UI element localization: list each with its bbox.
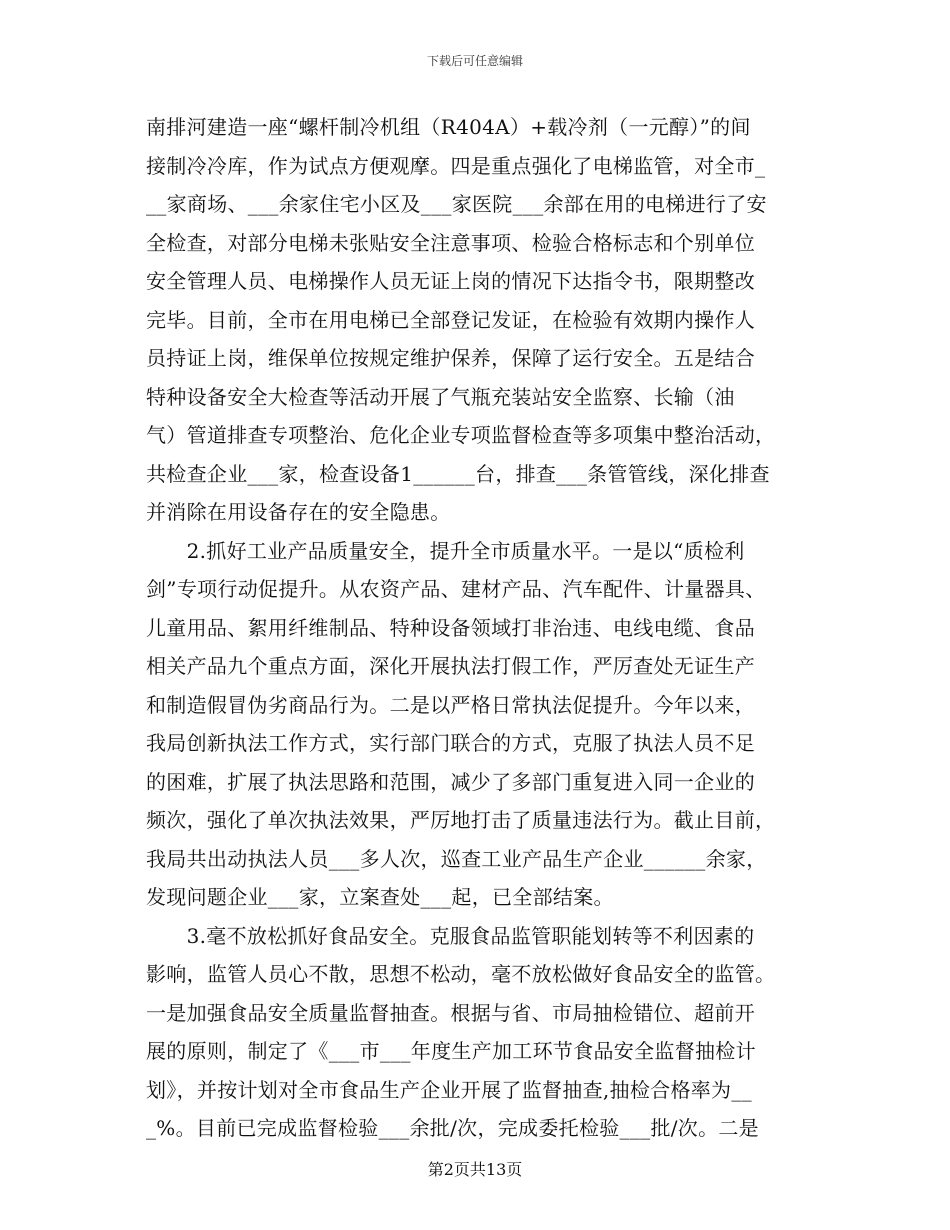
text-line: 全检查，对部分电梯未张贴安全注意事项、检验合格标志和个别单位	[146, 230, 755, 255]
text-line: 南排河建造一座“螺杆制冷机组（R404A）+载冷剂（一元醇）”的间	[146, 115, 751, 139]
text-line: 接制冷冷库，作为试点方便观摩。四是重点强化了电梯监管，对全市_	[146, 153, 766, 178]
text-line: _%。目前已完成监督检验___余批/次，完成委托检验___批/次。二是	[146, 1116, 759, 1140]
text-line: 我局创新执法工作方式，实行部门联合的方式，克服了执法人员不足	[146, 731, 755, 755]
text-line: 剑”专项行动促提升。从农资产品、建材产品、汽车配件、计量器具、	[146, 577, 766, 601]
text-line: 相关产品九个重点方面，深化开展执法打假工作，严厉查处无证生产	[146, 654, 755, 678]
text-line: 影响，监管人员心不散，思想不松动，毫不放松做好食品安全的监管。	[146, 962, 776, 986]
text-line: 的困难，扩展了执法思路和范围，减少了多部门重复进入同一企业的	[146, 769, 755, 794]
text-line: 并消除在用设备存在的安全隐患。	[146, 500, 451, 524]
text-line: 展的原则，制定了《___市___年度生产加工环节食品安全监督抽检计	[146, 1039, 756, 1063]
page-header: 下载后可任意编辑	[426, 54, 523, 68]
page-number: 第2页共13页	[427, 1160, 523, 1179]
text-line: 共检查企业___家，检查设备1______台，排查___条管管线，深化排查	[146, 461, 770, 486]
text-line: 特种设备安全大检查等活动开展了气瓶充装站安全监察、长输（油	[146, 384, 735, 409]
text-line: 发现问题企业___家，立案查处___起，已全部结案。	[146, 885, 614, 909]
text-line: 安全管理人员、电梯操作人员无证上岗的情况下达指令书，限期整改	[146, 269, 755, 293]
paragraph-start-line: 2.抓好工业产品质量安全，提升全市质量水平。一是以“质检利	[146, 538, 745, 563]
text-line: 员持证上岗，维保单位按规定维护保养，保障了运行安全。五是结合	[146, 346, 755, 370]
text-line: 频次，强化了单次执法效果，严厉地打击了质量违法行为。截止目前，	[146, 808, 776, 832]
text-line: 完毕。目前，全市在用电梯已全部登记发证，在检验有效期内操作人	[146, 307, 755, 332]
text-line: 划》，并按计划对全市食品生产企业开展了监督抽查,抽检合格率为__	[146, 1077, 752, 1102]
document-body	[146, 108, 801, 1148]
text-line: 我局共出动执法人员___多人次，巡查工业产品生产企业______余家，	[146, 846, 767, 871]
text-line: 气）管道排查专项整治、危化企业专项监督检查等多项集中整治活动，	[146, 423, 776, 447]
text-line: 儿童用品、絮用纤维制品、特种设备领域打非治违、电线电缆、食品	[146, 615, 755, 640]
text-line: 一是加强食品安全质量监督抽查。根据与省、市局抽检错位、超前开	[146, 1000, 755, 1025]
paragraph-start-line: 3.毫不放松抓好食品安全。克服食品监管职能划转等不利因素的	[146, 923, 755, 948]
text-line: __家商场、___余家住宅小区及___家医院___余部在用的电梯进行了安	[146, 192, 767, 216]
text-line: 和制造假冒伪劣商品行为。二是以严格日常执法促提升。今年以来，	[146, 692, 755, 717]
